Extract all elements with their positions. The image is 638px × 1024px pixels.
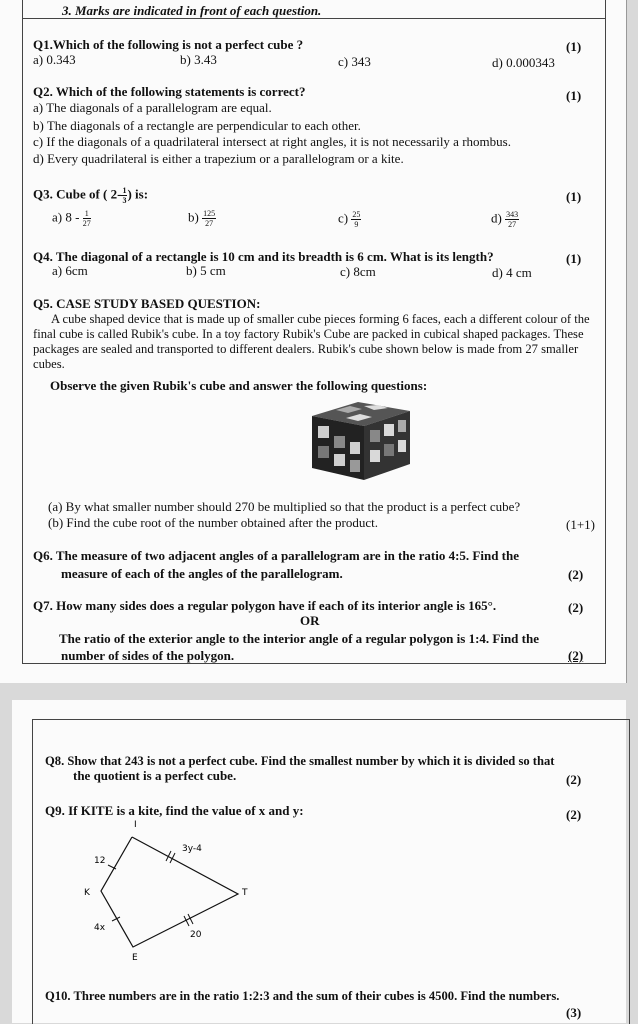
q1-option-a: a) 0.343 <box>33 52 76 67</box>
q1-option-b: b) 3.43 <box>180 52 217 67</box>
marks-instruction: 3. Marks are indicated in front of each question. <box>62 3 322 18</box>
q7-question: Q7. How many sides does a regular polygon have if each of its interior angle is 165°. <box>33 598 497 613</box>
q7-marks: (2) <box>568 600 584 615</box>
q4-option-b: b) 5 cm <box>186 263 226 278</box>
q10-question: Q10. Three numbers are in the ratio 1:2:3 and the sum of their cubes is 4500. Find the numbers. <box>45 989 560 1003</box>
vertex-k: K <box>84 888 90 898</box>
q6-question-line-2: measure of each of the angles of the parallelogram. <box>61 566 343 581</box>
q7-alt-line-2: number of sides of the polygon. <box>61 648 235 663</box>
q3-fraction: $\frac{1}{3}$ <box>122 186 127 205</box>
q5-part-a: (a) By what smaller number should 270 be multiplied so that the product is a perfect cube? <box>48 499 521 514</box>
q5-title: Q5. CASE STUDY BASED QUESTION: <box>33 296 261 311</box>
q3-option-d: d) $\frac{343}{27}$ <box>491 210 519 229</box>
vertex-t: T <box>242 888 248 898</box>
q5-marks: (1+1) <box>566 517 595 532</box>
q3-option-b: b) $\frac{125}{27}$ <box>188 209 216 228</box>
kite-diagram <box>70 815 270 965</box>
label-et: 20 <box>190 930 202 940</box>
q4-marks: (1) <box>566 251 582 266</box>
q8-question-line-1: Q8. Show that 243 is not a perfect cube. Find the smallest number by which it is divided so that <box>45 754 555 768</box>
q8-question-line-2: the quotient is a perfect cube. <box>73 768 237 783</box>
q6-question-line-1: Q6. The measure of two adjacent angles of a parallelogram are in the ratio 4:5. Find the <box>33 548 520 563</box>
q4-option-c: c) 8cm <box>340 264 376 279</box>
q5-instruction: Observe the given Rubik's cube and answer the following questions: <box>50 378 428 393</box>
vertex-i: I <box>134 820 137 830</box>
q4-question: Q4. The diagonal of a rectangle is 10 cm and its breadth is 6 cm. What is its length? <box>33 249 494 264</box>
q1-option-c: c) 343 <box>338 54 371 69</box>
label-ki: 12 <box>94 856 106 866</box>
rubiks-cube-image <box>306 398 416 483</box>
header-rule <box>22 18 605 19</box>
vertex-e: E <box>132 953 138 963</box>
q7-alt-marks: (2) <box>568 648 584 663</box>
q10-marks: (3) <box>566 1005 582 1020</box>
q1-question: Q1.Which of the following is not a perfect cube ? <box>33 37 304 52</box>
q4-option-a: a) 6cm <box>52 263 88 278</box>
q3-question: Q3. Cube of ( 2- $\frac{1}{3}$ ) is: <box>33 186 149 205</box>
q5-paragraph: A cube shaped device that is made up of smaller cube pieces forming 6 faces, each a different colour of the final cube is called Rubik's cube. In a toy factory Rubik's Cube are packed in cubical shaped packages. These packages are sealed and transported to different dealers. Rubik's cube shown below is made from 27 smaller cubes. <box>33 312 590 371</box>
q8-marks: (2) <box>566 772 582 787</box>
q1-marks: (1) <box>566 39 582 54</box>
q3-marks: (1) <box>566 189 582 204</box>
q7-alt-line-1: The ratio of the exterior angle to the interior angle of a regular polygon is 1:4. Find the <box>59 631 539 646</box>
q2-option-c: c) If the diagonals of a quadrilateral intersect at right angles, it is not necessarily a rhombus. <box>33 134 511 149</box>
q2-question: Q2. Which of the following statements is correct? <box>33 84 306 99</box>
q2-marks: (1) <box>566 88 582 103</box>
q2-option-a: a) The diagonals of a parallelogram are equal. <box>33 100 272 115</box>
q1-option-d: d) 0.000343 <box>492 55 555 70</box>
q2-option-d: d) Every quadrilateral is either a trapezium or a parallelogram or a kite. <box>33 151 404 166</box>
q7-or: OR <box>300 613 320 628</box>
label-it: 3y-4 <box>182 844 202 854</box>
q3-option-c: c) $\frac{25}{9}$ <box>338 210 361 229</box>
q2-option-b: b) The diagonals of a rectangle are perpendicular to each other. <box>33 118 361 133</box>
q3-option-a: a) 8 - $\frac{1}{27}$ <box>52 209 91 228</box>
q9-question: Q9. If KITE is a kite, find the value of x and y: <box>45 803 304 818</box>
label-ke: 4x <box>94 923 106 933</box>
q5-part-b: (b) Find the cube root of the number obtained after the product. <box>48 515 378 530</box>
q6-marks: (2) <box>568 567 584 582</box>
q9-marks: (2) <box>566 807 582 822</box>
q4-option-d: d) 4 cm <box>492 265 532 280</box>
